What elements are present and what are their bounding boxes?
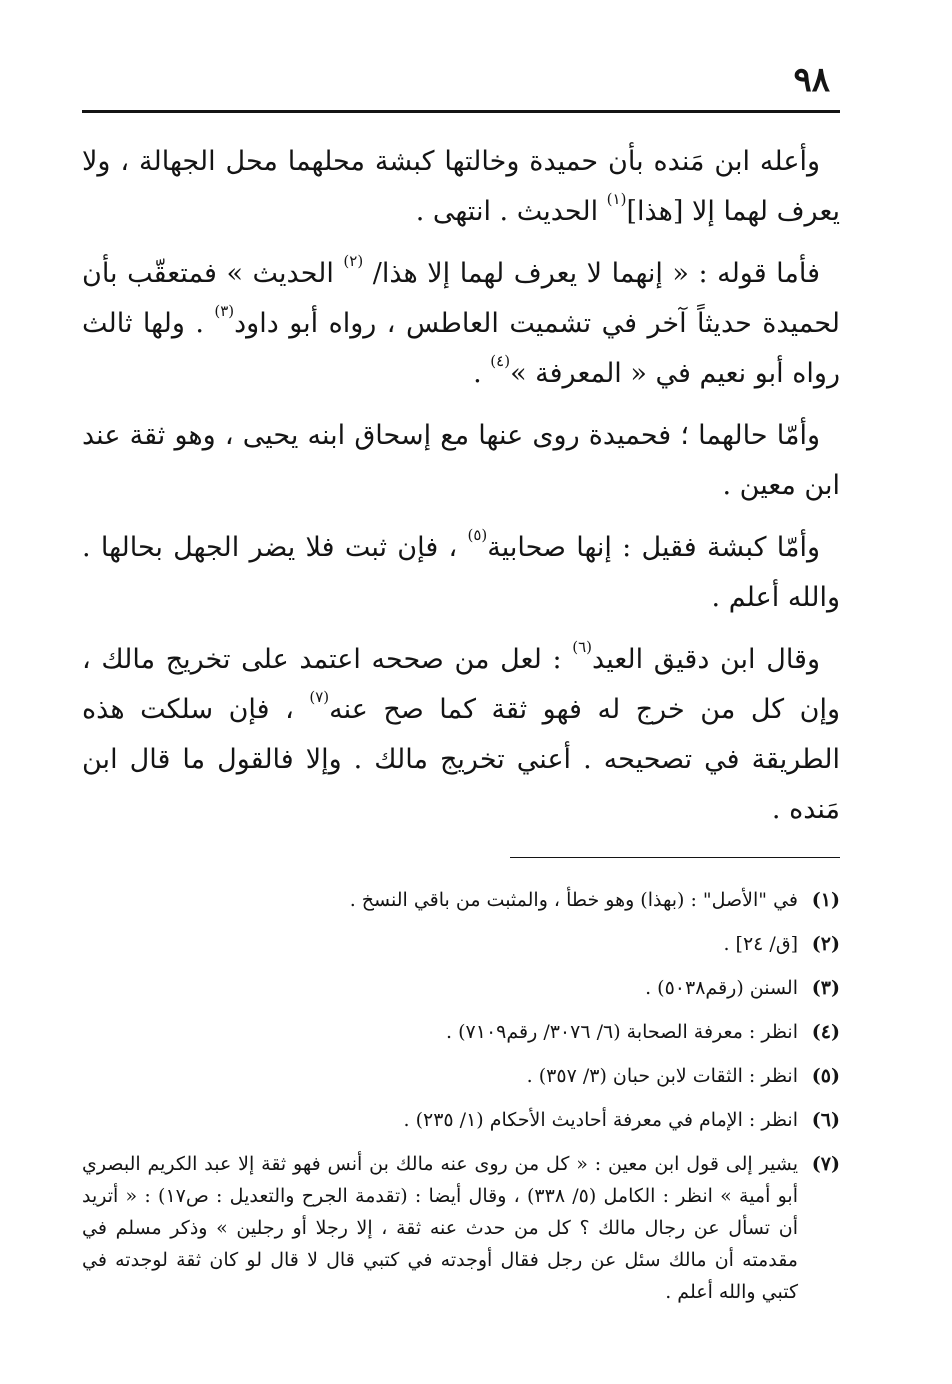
footnote-text: انظر : معرفة الصحابة (٦/ ٣٠٧٦/ رقم٧١٠٩) . bbox=[446, 1021, 798, 1043]
footnote-number: (٤) bbox=[811, 1021, 840, 1043]
paragraph-text: وأعله ابن مَنده بأن حميدة وخالتها كبشة محلهما محل الجهالة ، ولا يعرف لهما إلا [هذا] bbox=[82, 146, 840, 227]
paragraph-1 bbox=[82, 137, 840, 237]
footnote-text: انظر : الإمام في معرفة أحاديث الأحكام (١/ ٢٣٥) . bbox=[403, 1109, 798, 1131]
footnote-5 bbox=[82, 1060, 840, 1092]
footnote-number: (١) bbox=[811, 889, 840, 911]
footnote-number: (٣) bbox=[811, 977, 840, 999]
footnote-1 bbox=[82, 884, 840, 916]
footnote-3 bbox=[82, 972, 840, 1004]
footnote-2 bbox=[82, 928, 840, 960]
paragraph-text: . ولها ثالث رواه أبو نعيم في « المعرفة » bbox=[82, 308, 840, 389]
footnote-number: (٧) bbox=[811, 1153, 840, 1175]
footnote-ref-3: (٣) bbox=[214, 302, 235, 320]
paragraph-3 bbox=[82, 411, 840, 511]
footnote-text: [ق/ ٢٤] . bbox=[723, 933, 798, 955]
paragraph-text: فأما قوله : « إنهما لا يعرف لهما إلا هذا/ bbox=[363, 258, 821, 289]
paragraph-text: وأمّا كبشة فقيل : إنها صحابية bbox=[487, 532, 820, 563]
footnote-ref-2: (٢) bbox=[343, 252, 364, 270]
footnote-text: يشير إلى قول ابن معين : « كل من روى عنه مالك بن أنس فهو ثقة إلا عبد الكريم البصري أبو أمية » انظر : الكامل (٥/ ٣٣٨) ، وقال أيضا : (تقدمة الجرح والتعديل : ص١٧) : « أتريد أن تسأل عن رجال مالك ؟ كل من حدث عنه ثقة ، إلا رجلا أو رجلين » وذكر مسلم في مقدمته أن مالك سئل عن رجل فقال أوجدته في كتبي قال لا قال لو كان ثقة لوجدته في كتبي والله أعلم . bbox=[82, 1153, 798, 1303]
paragraph-text: ، فإن ثبت فلا يضر الجهل بحالها . والله أعلم . bbox=[82, 532, 840, 613]
paragraph-text: وقال ابن دقيق العيد bbox=[592, 644, 821, 675]
main-text bbox=[82, 137, 840, 835]
paragraph-5 bbox=[82, 635, 840, 835]
footnote-number: (٦) bbox=[811, 1109, 840, 1131]
footnote-4 bbox=[82, 1016, 840, 1048]
header-rule bbox=[82, 110, 840, 113]
paragraph-text: وأمّا حالهما ؛ فحميدة روى عنها مع إسحاق ابنه يحيى ، وهو ثقة عند ابن معين . bbox=[82, 420, 840, 501]
footnote-text: السنن (رقم٥٠٣٨) . bbox=[645, 977, 798, 999]
footnote-ref-6: (٦) bbox=[572, 638, 593, 656]
footnote-number: (٥) bbox=[811, 1065, 840, 1087]
page-number: ٩٨ bbox=[793, 60, 830, 100]
paragraph-text: الحديث » فمتعقّب بأن لحميدة حديثاً آخر في تشميت العاطس ، رواه أبو داود bbox=[82, 258, 840, 339]
paragraph-2 bbox=[82, 249, 840, 399]
footnote-ref-4: (٤) bbox=[490, 352, 511, 370]
paragraph-text: : لعل من صححه اعتمد على تخريج مالك ، وإن كل من خرج له فهو ثقة كما صح عنه bbox=[82, 644, 841, 725]
footnote-separator bbox=[510, 857, 840, 858]
footnote-ref-5: (٥) bbox=[467, 526, 488, 544]
footnote-text: في "الأصل" : (بهذا) وهو خطأ ، والمثبت من باقي النسخ . bbox=[349, 889, 798, 911]
footnote-ref-1: (١) bbox=[606, 190, 627, 208]
paragraph-text: . bbox=[473, 358, 491, 389]
footnote-6 bbox=[82, 1104, 840, 1136]
paragraph-4 bbox=[82, 523, 840, 623]
book-page bbox=[82, 60, 840, 1320]
paragraph-text: الحديث . انتهى . bbox=[415, 196, 607, 227]
footnote-number: (٢) bbox=[811, 933, 840, 955]
footnote-7 bbox=[82, 1148, 840, 1308]
footnote-ref-7: (٧) bbox=[309, 688, 330, 706]
footnotes bbox=[82, 884, 840, 1308]
paragraph-text: ، فإن سلكت هذه الطريقة في تصحيحه . أعني تخريج مالك . وإلا فالقول ما قال ابن مَنده . bbox=[82, 694, 840, 825]
footnote-text: انظر : الثقات لابن حبان (٣/ ٣٥٧) . bbox=[526, 1065, 798, 1087]
